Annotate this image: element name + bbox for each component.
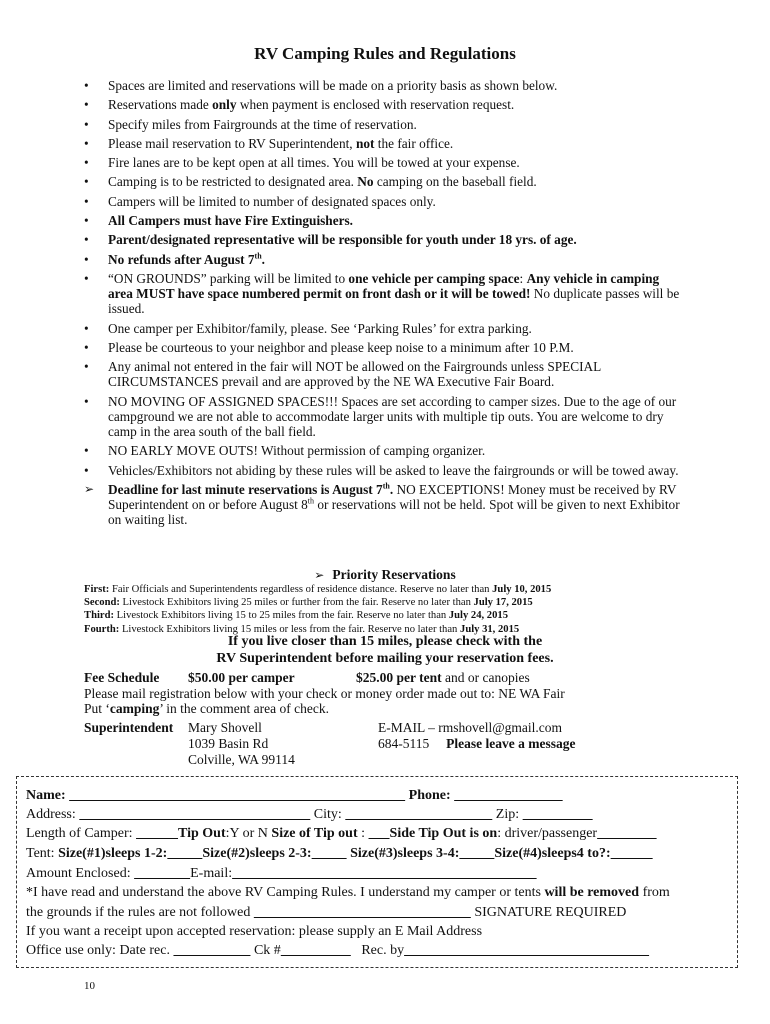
priority-heading-text: Priority Reservations bbox=[332, 567, 456, 582]
superintendent-contact bbox=[84, 720, 575, 767]
amount-field[interactable] bbox=[134, 866, 190, 881]
ck-label: Ck # bbox=[253, 943, 281, 958]
form-row-camper: Length of Camper: Tip Out:Y or N Size of Tip out : Side Tip Out is on: driver/passenger bbox=[26, 825, 657, 842]
priority-text: Livestock Exhibitors living 25 miles or further from the fair. Reserve no later than bbox=[119, 597, 474, 609]
superintendent-email: E-MAIL – rmshovell@gmail.com bbox=[378, 720, 563, 735]
priority-label: Second: bbox=[84, 597, 120, 609]
rule-text: NO EARLY MOVE OUTS! Without permission of camping organizer. bbox=[108, 443, 486, 459]
form-row-amount bbox=[26, 865, 537, 882]
email-label: E-mail: bbox=[190, 866, 233, 881]
arrow-bullet-icon: ➢ bbox=[84, 482, 95, 497]
mail-instruction: Please mail registration below with your check or money order made out to: NE WA Fair bbox=[84, 685, 565, 701]
rule-item bbox=[84, 394, 684, 440]
rule-item bbox=[84, 359, 684, 389]
rule-item bbox=[84, 340, 684, 355]
rule-text: Fire lanes are to be kept open at all times. You will be towed at your expense. bbox=[108, 155, 520, 171]
rule-item bbox=[84, 443, 684, 458]
page-number: 10 bbox=[84, 980, 95, 992]
rule-text: One camper per Exhibitor/family, please. See ‘Parking Rules’ for extra parking. bbox=[108, 320, 532, 336]
rule-text: “ON GROUNDS” parking will be limited to one vehicle per camping space: Any vehicle in camping area MUST have space numbered permit on front dash or it will be towed! No duplicate passes will be issued. bbox=[108, 270, 680, 317]
bullet-icon: • bbox=[84, 251, 89, 267]
amount-label: Amount Enclosed: bbox=[26, 866, 131, 881]
ack-bold: will be removed bbox=[544, 885, 640, 900]
rule-text: Camping is to be restricted to designated area. No camping on the baseball field. bbox=[108, 174, 537, 190]
tipsize-label: Size of Tip out bbox=[271, 826, 358, 841]
page-title: RV Camping Rules and Regulations bbox=[254, 44, 516, 63]
size4-label: Size(#4)sleeps4 to?: bbox=[494, 846, 611, 861]
rules-list bbox=[84, 78, 684, 532]
bullet-icon: • bbox=[84, 339, 89, 355]
superintendent-name: Mary Shovell bbox=[188, 720, 262, 735]
bullet-icon: • bbox=[84, 393, 89, 409]
bullet-icon: • bbox=[84, 174, 89, 190]
priority-list bbox=[84, 583, 704, 636]
rule-text: Reservations made only when payment is enclosed with reservation request. bbox=[108, 97, 515, 113]
zip-field[interactable] bbox=[523, 807, 593, 822]
form-row-name bbox=[26, 787, 563, 804]
rule-text: NO MOVING OF ASSIGNED SPACES!!! Spaces are set according to camper sizes. Due to the age of our campground we are not able to accommodate larger units with multiple tip outs. You are welcome to dry camp in the area south of the ball field. bbox=[108, 393, 677, 440]
rule-item bbox=[84, 155, 684, 170]
superintendent-label: Superintendent bbox=[84, 720, 174, 735]
form-row-office bbox=[26, 942, 649, 959]
rule-text: Vehicles/Exhibitors not abiding by these rules will be asked to leave the fairgrounds or will be towed away. bbox=[108, 462, 679, 478]
name-field[interactable] bbox=[69, 788, 405, 803]
rule-text: No refunds after August 7th. bbox=[108, 251, 265, 267]
tipsize-field[interactable] bbox=[369, 826, 390, 841]
rule-text: Please mail reservation to RV Superintendent, not the fair office. bbox=[108, 135, 454, 151]
date-rec-field[interactable] bbox=[173, 943, 250, 958]
rule-item bbox=[84, 136, 684, 151]
bullet-icon: • bbox=[84, 193, 89, 209]
office-label: Office use only: Date rec. bbox=[26, 943, 170, 958]
rule-text: Any animal not entered in the fair will NOT be allowed on the Fairgrounds unless SPECIAL CIRCUMSTANCES prevail and are approved by the NE WA Executive Fair Board. bbox=[108, 359, 601, 390]
priority-text: Livestock Exhibitors living 15 miles or less from the fair. Reserve no later than bbox=[119, 623, 461, 635]
put-pre: Put ‘ bbox=[84, 701, 110, 716]
rule-item bbox=[84, 97, 684, 112]
priority-heading bbox=[0, 567, 770, 583]
bullet-icon: • bbox=[84, 462, 89, 478]
priority-item bbox=[84, 583, 704, 596]
side-label: Side Tip Out is on bbox=[389, 826, 498, 841]
closer-line-1: If you live closer than 15 miles, please check with the bbox=[227, 634, 543, 649]
form-row-tent bbox=[26, 845, 653, 862]
rule-item bbox=[84, 213, 684, 228]
bullet-icon: • bbox=[84, 135, 89, 151]
name-label: Name: bbox=[26, 788, 66, 803]
size2-label: Size(#2)sleeps 2-3: bbox=[202, 846, 312, 861]
form-row-receipt bbox=[26, 923, 482, 940]
bullet-icon: • bbox=[84, 359, 89, 375]
rule-item bbox=[84, 321, 684, 336]
zip-label: Zip: bbox=[495, 807, 520, 822]
form-row-address bbox=[26, 806, 593, 823]
rule-text: Campers will be limited to number of designated spaces only. bbox=[108, 193, 436, 209]
priority-date: July 24, 2015 bbox=[448, 610, 508, 622]
tent-label: Tent: bbox=[26, 846, 55, 861]
fee-label: Fee Schedule bbox=[84, 670, 160, 685]
phone-label: Phone: bbox=[408, 788, 451, 803]
priority-item bbox=[84, 596, 704, 609]
email-field[interactable] bbox=[232, 866, 537, 881]
signature-field[interactable] bbox=[254, 905, 471, 920]
city-label: City: bbox=[313, 807, 342, 822]
rule-item bbox=[84, 117, 684, 132]
address-label: Address: bbox=[26, 807, 76, 822]
superintendent-address-2: Colville, WA 99114 bbox=[188, 751, 295, 767]
rule-item bbox=[84, 271, 684, 317]
bullet-icon: • bbox=[84, 270, 89, 286]
city-field[interactable] bbox=[345, 807, 492, 822]
rule-text: Specify miles from Fairgrounds at the time of reservation. bbox=[108, 116, 417, 132]
size1-label: Size(#1)sleeps 1-2: bbox=[58, 846, 168, 861]
priority-label: First: bbox=[84, 584, 110, 595]
priority-date: July 17, 2015 bbox=[473, 597, 533, 609]
put-post: ’ in the comment area of check. bbox=[159, 701, 329, 716]
rule-item bbox=[84, 78, 684, 93]
bullet-icon: • bbox=[84, 78, 89, 93]
priority-text: Fair Officials and Superintendents regardless of residence distance. Reserve no later than bbox=[109, 584, 493, 595]
bullet-icon: • bbox=[84, 97, 89, 113]
recby-label: Rec. by bbox=[361, 943, 405, 958]
rule-item bbox=[84, 232, 684, 247]
bullet-icon: • bbox=[84, 213, 89, 229]
bullet-icon: • bbox=[84, 232, 89, 248]
receipt-note: If you want a receipt upon accepted reservation: please supply an E Mail Address bbox=[26, 924, 483, 939]
ack-text: *I have read and understand the above RV Camping Rules. I understand my camper or tents bbox=[26, 885, 545, 900]
rule-item bbox=[84, 482, 684, 528]
tipout-options[interactable]: :Y or N bbox=[225, 826, 268, 841]
size4-field[interactable] bbox=[611, 846, 653, 861]
length-label: Length of Camper: bbox=[26, 826, 133, 841]
bullet-icon: • bbox=[84, 443, 89, 459]
priority-date: July 10, 2015 bbox=[492, 584, 552, 595]
priority-text: Livestock Exhibitors living 15 to 25 miles from the fair. Reserve no later than bbox=[114, 610, 449, 622]
fee-tent: $25.00 per tent bbox=[356, 670, 442, 685]
superintendent-phone: 684-5115 bbox=[378, 735, 430, 751]
recby-field[interactable] bbox=[404, 943, 649, 958]
ack-line-2: the grounds if the rules are not followed bbox=[26, 905, 251, 920]
bullet-icon: • bbox=[84, 116, 89, 132]
superintendent-address-1: 1039 Basin Rd bbox=[188, 735, 269, 751]
side-options[interactable]: : driver/passenger bbox=[497, 826, 598, 841]
priority-item bbox=[84, 609, 704, 622]
fee-schedule bbox=[84, 670, 704, 717]
check-comment-note bbox=[84, 701, 704, 717]
bullet-icon: • bbox=[84, 155, 89, 171]
size3-field[interactable] bbox=[459, 846, 494, 861]
fee-camper: $50.00 per camper bbox=[188, 670, 295, 685]
address-field[interactable] bbox=[79, 807, 310, 822]
side-field[interactable] bbox=[597, 826, 657, 841]
priority-date: July 31, 2015 bbox=[460, 623, 520, 635]
arrow-bullet-icon: ➢ bbox=[314, 568, 325, 582]
form-row-ack bbox=[26, 884, 670, 901]
phone-field[interactable] bbox=[454, 788, 563, 803]
priority-label: Fourth: bbox=[84, 623, 120, 635]
rule-item bbox=[84, 194, 684, 209]
closer-note bbox=[0, 634, 770, 667]
ck-field[interactable] bbox=[281, 943, 351, 958]
size2-field[interactable] bbox=[312, 846, 347, 861]
rule-text: Deadline for last minute reservations is August 7th. NO EXCEPTIONS! Money must be received by RV Superintendent on or before August 8th or reservations will not be held. Spot will be given to next Exhibitor on waiting list. bbox=[108, 481, 680, 528]
tipout-label: Tip Out bbox=[178, 826, 226, 841]
size1-field[interactable] bbox=[167, 846, 202, 861]
bullet-icon: • bbox=[84, 320, 89, 336]
rule-text: Parent/designated representative will be responsible for youth under 18 yrs. of age. bbox=[108, 232, 577, 248]
closer-line-2: RV Superintendent before mailing your reservation fees. bbox=[216, 650, 554, 666]
rule-item bbox=[84, 174, 684, 189]
registration-form bbox=[16, 776, 738, 968]
fee-tent-suffix: and or canopies bbox=[441, 670, 530, 685]
rule-text: Spaces are limited and reservations will be made on a priority basis as shown below. bbox=[108, 78, 558, 93]
ack-post: from bbox=[639, 885, 670, 900]
leave-message-note: Please leave a message bbox=[446, 735, 576, 751]
size3-label: Size(#3)sleeps 3-4: bbox=[350, 846, 460, 861]
signature-required: SIGNATURE REQUIRED bbox=[474, 905, 627, 920]
put-bold: camping bbox=[109, 701, 160, 716]
priority-label: Third: bbox=[84, 610, 115, 622]
rule-text: All Campers must have Fire Extinguishers. bbox=[108, 213, 354, 229]
length-field[interactable] bbox=[136, 826, 178, 841]
form-row-signature bbox=[26, 904, 626, 921]
rule-item bbox=[84, 463, 684, 478]
rule-item bbox=[84, 252, 684, 267]
rule-text: Please be courteous to your neighbor and please keep noise to a minimum after 10 P.M. bbox=[108, 339, 574, 355]
